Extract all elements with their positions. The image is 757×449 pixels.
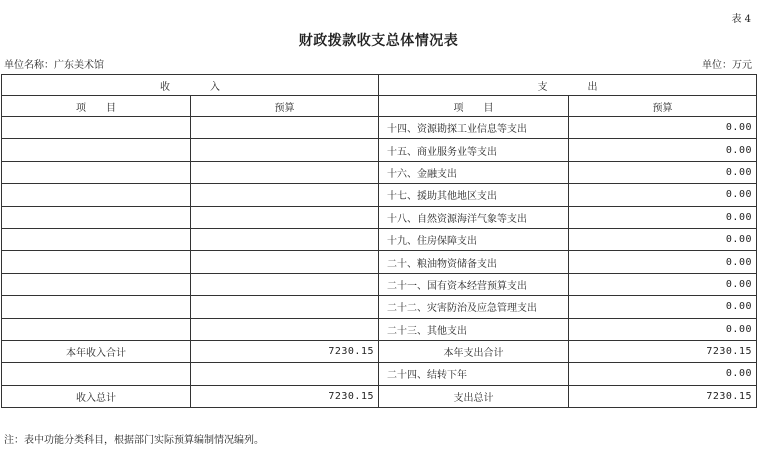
- expenditure-budget-cell: 0.00: [569, 251, 757, 273]
- table-row: [2, 385, 757, 407]
- table-row: [2, 296, 757, 318]
- table-row: [2, 318, 757, 340]
- table-row: [2, 228, 757, 250]
- income-item-cell: 本年收入合计: [2, 340, 191, 362]
- income-budget-cell: [191, 318, 379, 340]
- budget-table: [1, 74, 757, 408]
- expenditure-budget-header: 预算: [569, 96, 757, 117]
- section-header-row: [2, 75, 757, 96]
- table-row: [2, 206, 757, 228]
- income-budget-cell: [191, 117, 379, 139]
- income-item-cell: [2, 161, 191, 183]
- expenditure-budget-cell: 0.00: [569, 139, 757, 161]
- table-row: [2, 117, 757, 139]
- income-budget-cell: 7230.15: [191, 385, 379, 407]
- income-item-cell: [2, 296, 191, 318]
- expenditure-item-cell: 本年支出合计: [379, 340, 569, 362]
- table-row: [2, 139, 757, 161]
- income-item-cell: [2, 228, 191, 250]
- expenditure-item-cell: 二十四、结转下年: [379, 363, 569, 385]
- income-item-cell: [2, 251, 191, 273]
- income-item-cell: [2, 206, 191, 228]
- income-budget-cell: [191, 161, 379, 183]
- table-row: [2, 273, 757, 295]
- expenditure-budget-cell: 0.00: [569, 117, 757, 139]
- expenditure-item-cell: 支出总计: [379, 385, 569, 407]
- income-item-cell: [2, 363, 191, 385]
- income-budget-cell: [191, 251, 379, 273]
- expenditure-section-header: 支 出: [379, 75, 757, 96]
- income-budget-cell: [191, 139, 379, 161]
- expenditure-item-cell: 二十三、其他支出: [379, 318, 569, 340]
- income-budget-cell: [191, 228, 379, 250]
- income-item-cell: [2, 273, 191, 295]
- table-row: [2, 340, 757, 362]
- expenditure-item-cell: 十五、商业服务业等支出: [379, 139, 569, 161]
- table-row: [2, 184, 757, 206]
- expenditure-budget-cell: 0.00: [569, 318, 757, 340]
- footnote: 注：表中功能分类科目，根据部门实际预算编制情况编列。: [4, 435, 264, 446]
- income-budget-cell: [191, 296, 379, 318]
- income-item-cell: [2, 318, 191, 340]
- income-budget-cell: 7230.15: [191, 340, 379, 362]
- expenditure-item-cell: 十四、资源勘探工业信息等支出: [379, 117, 569, 139]
- income-section-header: 收 入: [2, 75, 379, 96]
- expenditure-item-cell: 十七、援助其他地区支出: [379, 184, 569, 206]
- expenditure-item-cell: 二十一、国有资本经营预算支出: [379, 273, 569, 295]
- expenditure-item-cell: 十九、住房保障支出: [379, 228, 569, 250]
- table-row: [2, 363, 757, 385]
- currency-unit: 单位：万元: [702, 60, 752, 71]
- expenditure-budget-cell: 7230.15: [569, 385, 757, 407]
- page-title: 财政拨款收支总体情况表: [298, 33, 459, 49]
- table-row: [2, 161, 757, 183]
- income-item-header: 项 目: [2, 96, 191, 117]
- column-header-row: [2, 96, 757, 117]
- income-item-cell: [2, 139, 191, 161]
- expenditure-budget-cell: 0.00: [569, 184, 757, 206]
- income-item-cell: [2, 184, 191, 206]
- expenditure-budget-cell: 0.00: [569, 296, 757, 318]
- income-budget-cell: [191, 363, 379, 385]
- table-row: [2, 251, 757, 273]
- income-budget-cell: [191, 184, 379, 206]
- income-budget-cell: [191, 273, 379, 295]
- expenditure-budget-cell: 0.00: [569, 363, 757, 385]
- expenditure-budget-cell: 7230.15: [569, 340, 757, 362]
- income-budget-cell: [191, 206, 379, 228]
- expenditure-item-cell: 二十二、灾害防治及应急管理支出: [379, 296, 569, 318]
- expenditure-budget-cell: 0.00: [569, 206, 757, 228]
- income-budget-header: 预算: [191, 96, 379, 117]
- expenditure-budget-cell: 0.00: [569, 228, 757, 250]
- expenditure-item-cell: 十八、自然资源海洋气象等支出: [379, 206, 569, 228]
- expenditure-item-cell: 十六、金融支出: [379, 161, 569, 183]
- table-number: 表 4: [731, 14, 751, 25]
- expenditure-budget-cell: 0.00: [569, 161, 757, 183]
- income-item-cell: [2, 117, 191, 139]
- income-item-cell: 收入总计: [2, 385, 191, 407]
- unit-name: 单位名称：广东美术馆: [4, 60, 104, 71]
- expenditure-item-header: 项 目: [379, 96, 569, 117]
- expenditure-budget-cell: 0.00: [569, 273, 757, 295]
- expenditure-item-cell: 二十、粮油物资储备支出: [379, 251, 569, 273]
